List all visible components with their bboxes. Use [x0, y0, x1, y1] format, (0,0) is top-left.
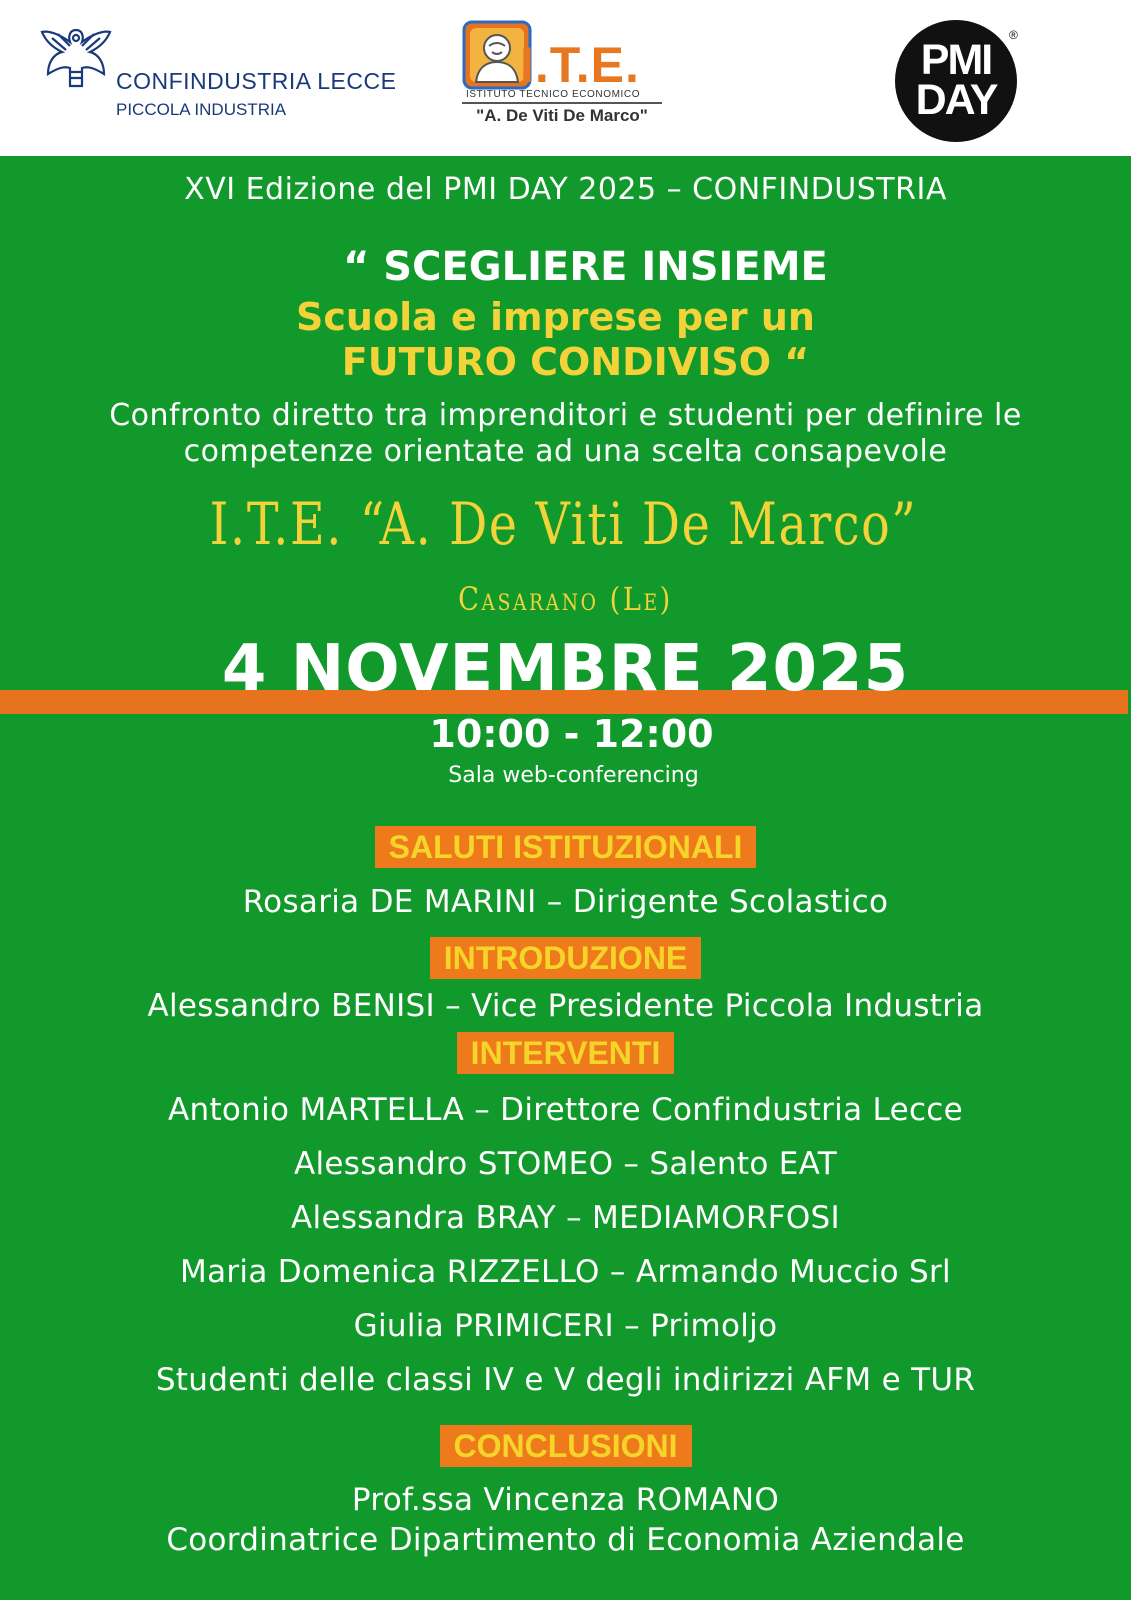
confindustria-name: CONFINDUSTRIA LECCE — [116, 68, 397, 94]
confindustria-logo — [40, 22, 400, 132]
school-name: I.T.E. “A. De Viti De Marco” — [209, 490, 918, 558]
day-text: DAY — [915, 76, 997, 124]
ite-acronym: I.T.E. — [520, 37, 640, 93]
section-saluti — [0, 826, 1131, 868]
ite-school-name: "A. De Viti De Marco" — [476, 106, 648, 125]
section-introduzione — [0, 937, 1131, 979]
interventi-label: INTERVENTI — [457, 1032, 675, 1074]
pmi-text: PMI — [920, 36, 992, 84]
event-time: 10:00 - 12:00 — [429, 712, 714, 756]
speaker-line: Alessandro STOMEO – Salento EAT — [294, 1146, 837, 1182]
pmi-day-logo — [895, 20, 1025, 150]
eagle-icon — [40, 22, 112, 94]
speaker-line: Studenti delle classi IV e V degli indirizzi AFM e TUR — [155, 1362, 976, 1398]
ite-logo — [462, 20, 672, 132]
event-date: 4 NOVEMBRE 2025 — [221, 632, 910, 706]
description-line-2: competenze orientate ad una scelta consapevole — [183, 434, 948, 469]
saluti-label: SALUTI ISTITUZIONALI — [375, 826, 757, 868]
speaker-line: Alessandro BENISI – Vice Presidente Piccola Industria — [147, 988, 984, 1024]
speaker-line: Rosaria DE MARINI – Dirigente Scolastico — [242, 884, 889, 920]
section-interventi — [0, 1032, 1131, 1074]
speaker-line: Maria Domenica RIZZELLO – Armando Muccio Srl — [180, 1254, 951, 1290]
speaker-line: Alessandra BRAY – MEDIAMORFOSI — [291, 1200, 840, 1236]
ite-type: ISTITUTO TECNICO ECONOMICO — [466, 89, 641, 100]
title-line-2: Scuola e imprese per un — [296, 295, 815, 339]
speaker-line: Antonio MARTELLA – Direttore Confindustria Lecce — [168, 1092, 963, 1128]
speaker-line: Prof.ssa Vincenza ROMANO — [351, 1482, 780, 1518]
registered-mark: ® — [1009, 28, 1018, 42]
edition-heading: XVI Edizione del PMI DAY 2025 – CONFINDUSTRIA — [184, 172, 947, 207]
school-city: Casarano (Le) — [458, 580, 673, 618]
confindustria-subtitle: PICCOLA INDUSTRIA — [116, 100, 287, 119]
event-room: Sala web-conferencing — [448, 763, 699, 788]
title-line-3: FUTURO CONDIVISO “ — [341, 340, 810, 384]
speaker-line: Coordinatrice Dipartimento di Economia Aziendale — [166, 1522, 965, 1558]
section-conclusioni — [0, 1425, 1131, 1467]
description-line-1: Confronto diretto tra imprenditori e studenti per definire le — [109, 398, 1022, 433]
introduzione-label: INTRODUZIONE — [430, 937, 702, 979]
title-line-1: “ SCEGLIERE INSIEME — [343, 244, 828, 290]
logo-header — [0, 0, 1131, 156]
speaker-line: Giulia PRIMICERI – Primoljo — [353, 1308, 778, 1344]
conclusioni-label: CONCLUSIONI — [440, 1425, 692, 1467]
